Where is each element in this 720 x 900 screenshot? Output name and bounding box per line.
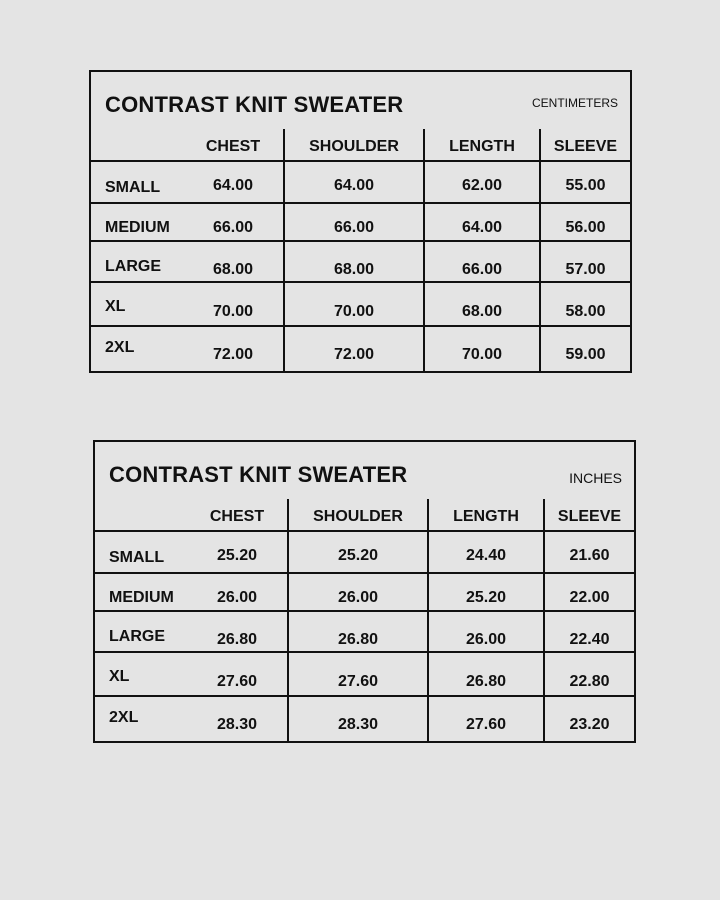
row-label-2xl: 2XL xyxy=(109,709,139,726)
row-label-medium: MEDIUM xyxy=(109,589,174,606)
cell-large-shoulder: 26.80 xyxy=(337,631,379,648)
row-label-xl: XL xyxy=(109,668,130,685)
cell-medium-shoulder: 66.00 xyxy=(333,219,375,236)
column-header-sleeve: SLEEVE xyxy=(557,508,622,525)
cell-medium-length: 64.00 xyxy=(461,219,503,236)
cell-medium-sleeve: 22.00 xyxy=(569,589,610,606)
size-chart-centimeters xyxy=(89,70,632,373)
row-label-small: SMALL xyxy=(105,179,161,196)
column-divider xyxy=(283,129,285,371)
column-divider xyxy=(423,129,425,371)
row-label-large: LARGE xyxy=(109,628,165,645)
column-divider xyxy=(287,499,289,741)
column-header-chest: CHEST xyxy=(205,138,261,155)
cell-xl-length: 26.80 xyxy=(465,673,507,690)
cell-xl-length: 68.00 xyxy=(461,303,503,320)
table-rule xyxy=(91,160,630,162)
table-rule xyxy=(91,202,630,204)
cell-2xl-length: 27.60 xyxy=(465,716,507,733)
column-header-chest: CHEST xyxy=(209,508,265,525)
cell-xl-shoulder: 27.60 xyxy=(337,673,379,690)
cell-xl-chest: 70.00 xyxy=(212,303,254,320)
cell-medium-chest: 66.00 xyxy=(212,219,254,236)
cell-large-length: 66.00 xyxy=(461,261,503,278)
column-header-length: LENGTH xyxy=(453,508,519,525)
table-rule xyxy=(95,572,634,574)
cell-xl-sleeve: 22.80 xyxy=(569,673,610,690)
cell-large-chest: 26.80 xyxy=(216,631,258,648)
cell-medium-length: 25.20 xyxy=(465,589,507,606)
row-label-medium: MEDIUM xyxy=(105,219,170,236)
cell-2xl-sleeve: 23.20 xyxy=(569,716,610,733)
row-label-small: SMALL xyxy=(109,549,165,566)
cell-large-length: 26.00 xyxy=(465,631,507,648)
cell-medium-shoulder: 26.00 xyxy=(337,589,379,606)
column-header-sleeve: SLEEVE xyxy=(553,138,618,155)
cell-large-chest: 68.00 xyxy=(212,261,254,278)
cell-xl-sleeve: 58.00 xyxy=(565,303,606,320)
cell-2xl-shoulder: 28.30 xyxy=(337,716,379,733)
cell-large-shoulder: 68.00 xyxy=(333,261,375,278)
chart-title: CONTRAST KNIT SWEATER xyxy=(105,92,404,117)
chart-title: CONTRAST KNIT SWEATER xyxy=(109,462,408,487)
row-label-xl: XL xyxy=(105,298,126,315)
table-rule xyxy=(95,530,634,532)
table-rule xyxy=(91,325,630,327)
column-header-shoulder: SHOULDER xyxy=(313,508,403,525)
cell-small-length: 62.00 xyxy=(461,177,503,194)
cell-small-chest: 25.20 xyxy=(216,547,258,564)
cell-xl-chest: 27.60 xyxy=(216,673,258,690)
table-rule xyxy=(95,610,634,612)
table-rule xyxy=(95,651,634,653)
cell-medium-chest: 26.00 xyxy=(216,589,258,606)
cell-small-chest: 64.00 xyxy=(212,177,254,194)
unit-label: CENTIMETERS xyxy=(531,96,618,110)
row-label-large: LARGE xyxy=(105,258,161,275)
row-label-2xl: 2XL xyxy=(105,339,135,356)
cell-2xl-chest: 28.30 xyxy=(216,716,258,733)
cell-2xl-chest: 72.00 xyxy=(212,346,254,363)
column-divider xyxy=(543,499,545,741)
column-divider xyxy=(427,499,429,741)
cell-2xl-length: 70.00 xyxy=(461,346,503,363)
unit-label: INCHES xyxy=(569,470,622,486)
column-header-length: LENGTH xyxy=(449,138,515,155)
cell-small-shoulder: 64.00 xyxy=(333,177,375,194)
cell-medium-sleeve: 56.00 xyxy=(565,219,606,236)
size-chart-inches xyxy=(93,440,636,743)
column-header-shoulder: SHOULDER xyxy=(309,138,399,155)
cell-2xl-sleeve: 59.00 xyxy=(565,346,606,363)
cell-large-sleeve: 57.00 xyxy=(565,261,606,278)
cell-large-sleeve: 22.40 xyxy=(569,631,610,648)
cell-xl-shoulder: 70.00 xyxy=(333,303,375,320)
cell-small-sleeve: 21.60 xyxy=(569,547,610,564)
cell-small-shoulder: 25.20 xyxy=(337,547,379,564)
cell-2xl-shoulder: 72.00 xyxy=(333,346,375,363)
table-rule xyxy=(91,281,630,283)
column-divider xyxy=(539,129,541,371)
table-rule xyxy=(95,695,634,697)
cell-small-length: 24.40 xyxy=(465,547,507,564)
table-rule xyxy=(91,240,630,242)
cell-small-sleeve: 55.00 xyxy=(565,177,606,194)
